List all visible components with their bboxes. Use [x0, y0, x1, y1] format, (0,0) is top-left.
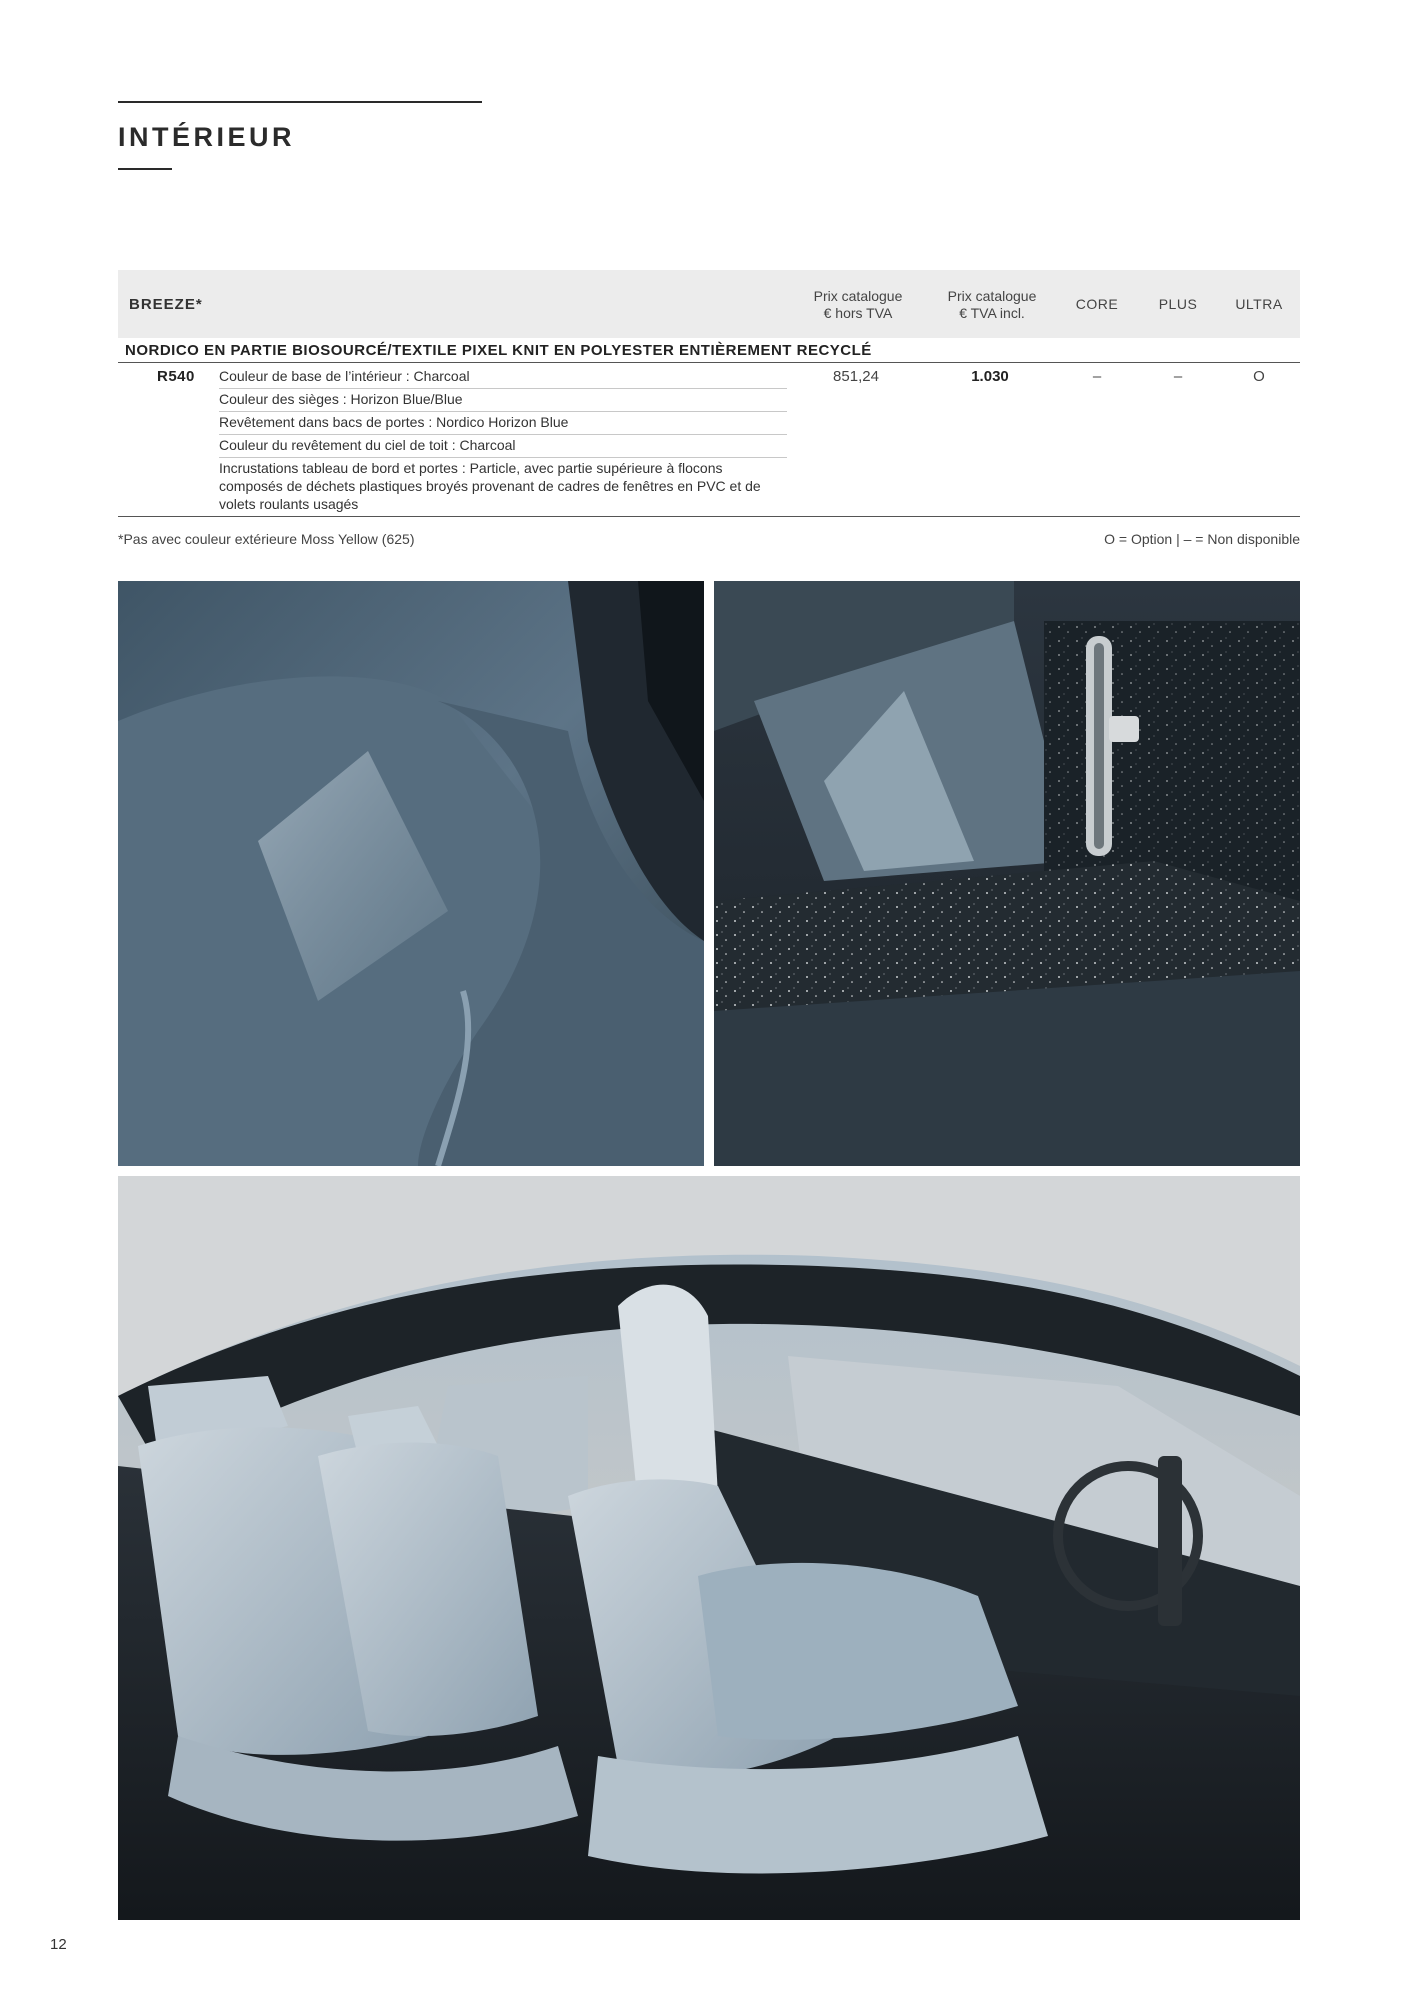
column-price-ttc: [936, 288, 1048, 322]
column-price-ht: [802, 288, 914, 322]
spec-table-header: [118, 270, 1300, 338]
spec-line: Couleur du revêtement du ciel de toit : Charcoal: [219, 435, 787, 458]
spec-line: Incrustations tableau de bord et portes : Particle, avec partie supérieure à flocons composés de déchets plastiques broyés provenant de cadres de fenêtres en PVC et de volets roulants usagés: [219, 460, 761, 512]
page-title: INTÉRIEUR: [118, 122, 296, 152]
title-underline: [118, 168, 172, 170]
availability-plus: –: [1173, 368, 1183, 385]
page-number: 12: [50, 1936, 67, 1953]
section-title: NORDICO EN PARTIE BIOSOURCÉ/TEXTILE PIXEL KNIT EN POLYESTER ENTIÈREMENT RECYCLÉ: [125, 342, 872, 359]
spec-line: Couleur de base de l’intérieur : Charcoal: [219, 366, 787, 389]
column-ultra: ULTRA: [1235, 296, 1283, 312]
price-ht: 851,24: [833, 368, 879, 385]
cabin-interior-photo: [118, 1176, 1300, 1920]
footnote: *Pas avec couleur extérieure Moss Yellow (625): [118, 531, 415, 547]
availability-ultra: O: [1253, 368, 1265, 385]
section-divider: [118, 362, 1300, 363]
door-trim-photo: [714, 581, 1300, 1166]
column-price-ht-line2: € hors TVA: [823, 305, 893, 321]
option-code: R540: [157, 368, 195, 385]
table-bottom-divider: [118, 516, 1300, 517]
seat-fabric-photo: [118, 581, 704, 1166]
column-price-ttc-line2: € TVA incl.: [959, 305, 1025, 321]
legend: O = Option | – = Non disponible: [1104, 531, 1300, 547]
spec-list: [219, 366, 787, 516]
column-core: CORE: [1075, 296, 1119, 312]
spec-line: Revêtement dans bacs de portes : Nordico Horizon Blue: [219, 412, 787, 435]
price-ttc: 1.030: [971, 368, 1009, 385]
spec-line: Couleur des sièges : Horizon Blue/Blue: [219, 389, 787, 412]
availability-core: –: [1092, 368, 1102, 385]
top-rule: [118, 101, 482, 103]
column-price-ht-line1: Prix catalogue: [813, 288, 903, 304]
column-price-ttc-line1: Prix catalogue: [947, 288, 1037, 304]
column-plus: PLUS: [1158, 296, 1198, 312]
trim-name: BREEZE*: [129, 296, 203, 313]
